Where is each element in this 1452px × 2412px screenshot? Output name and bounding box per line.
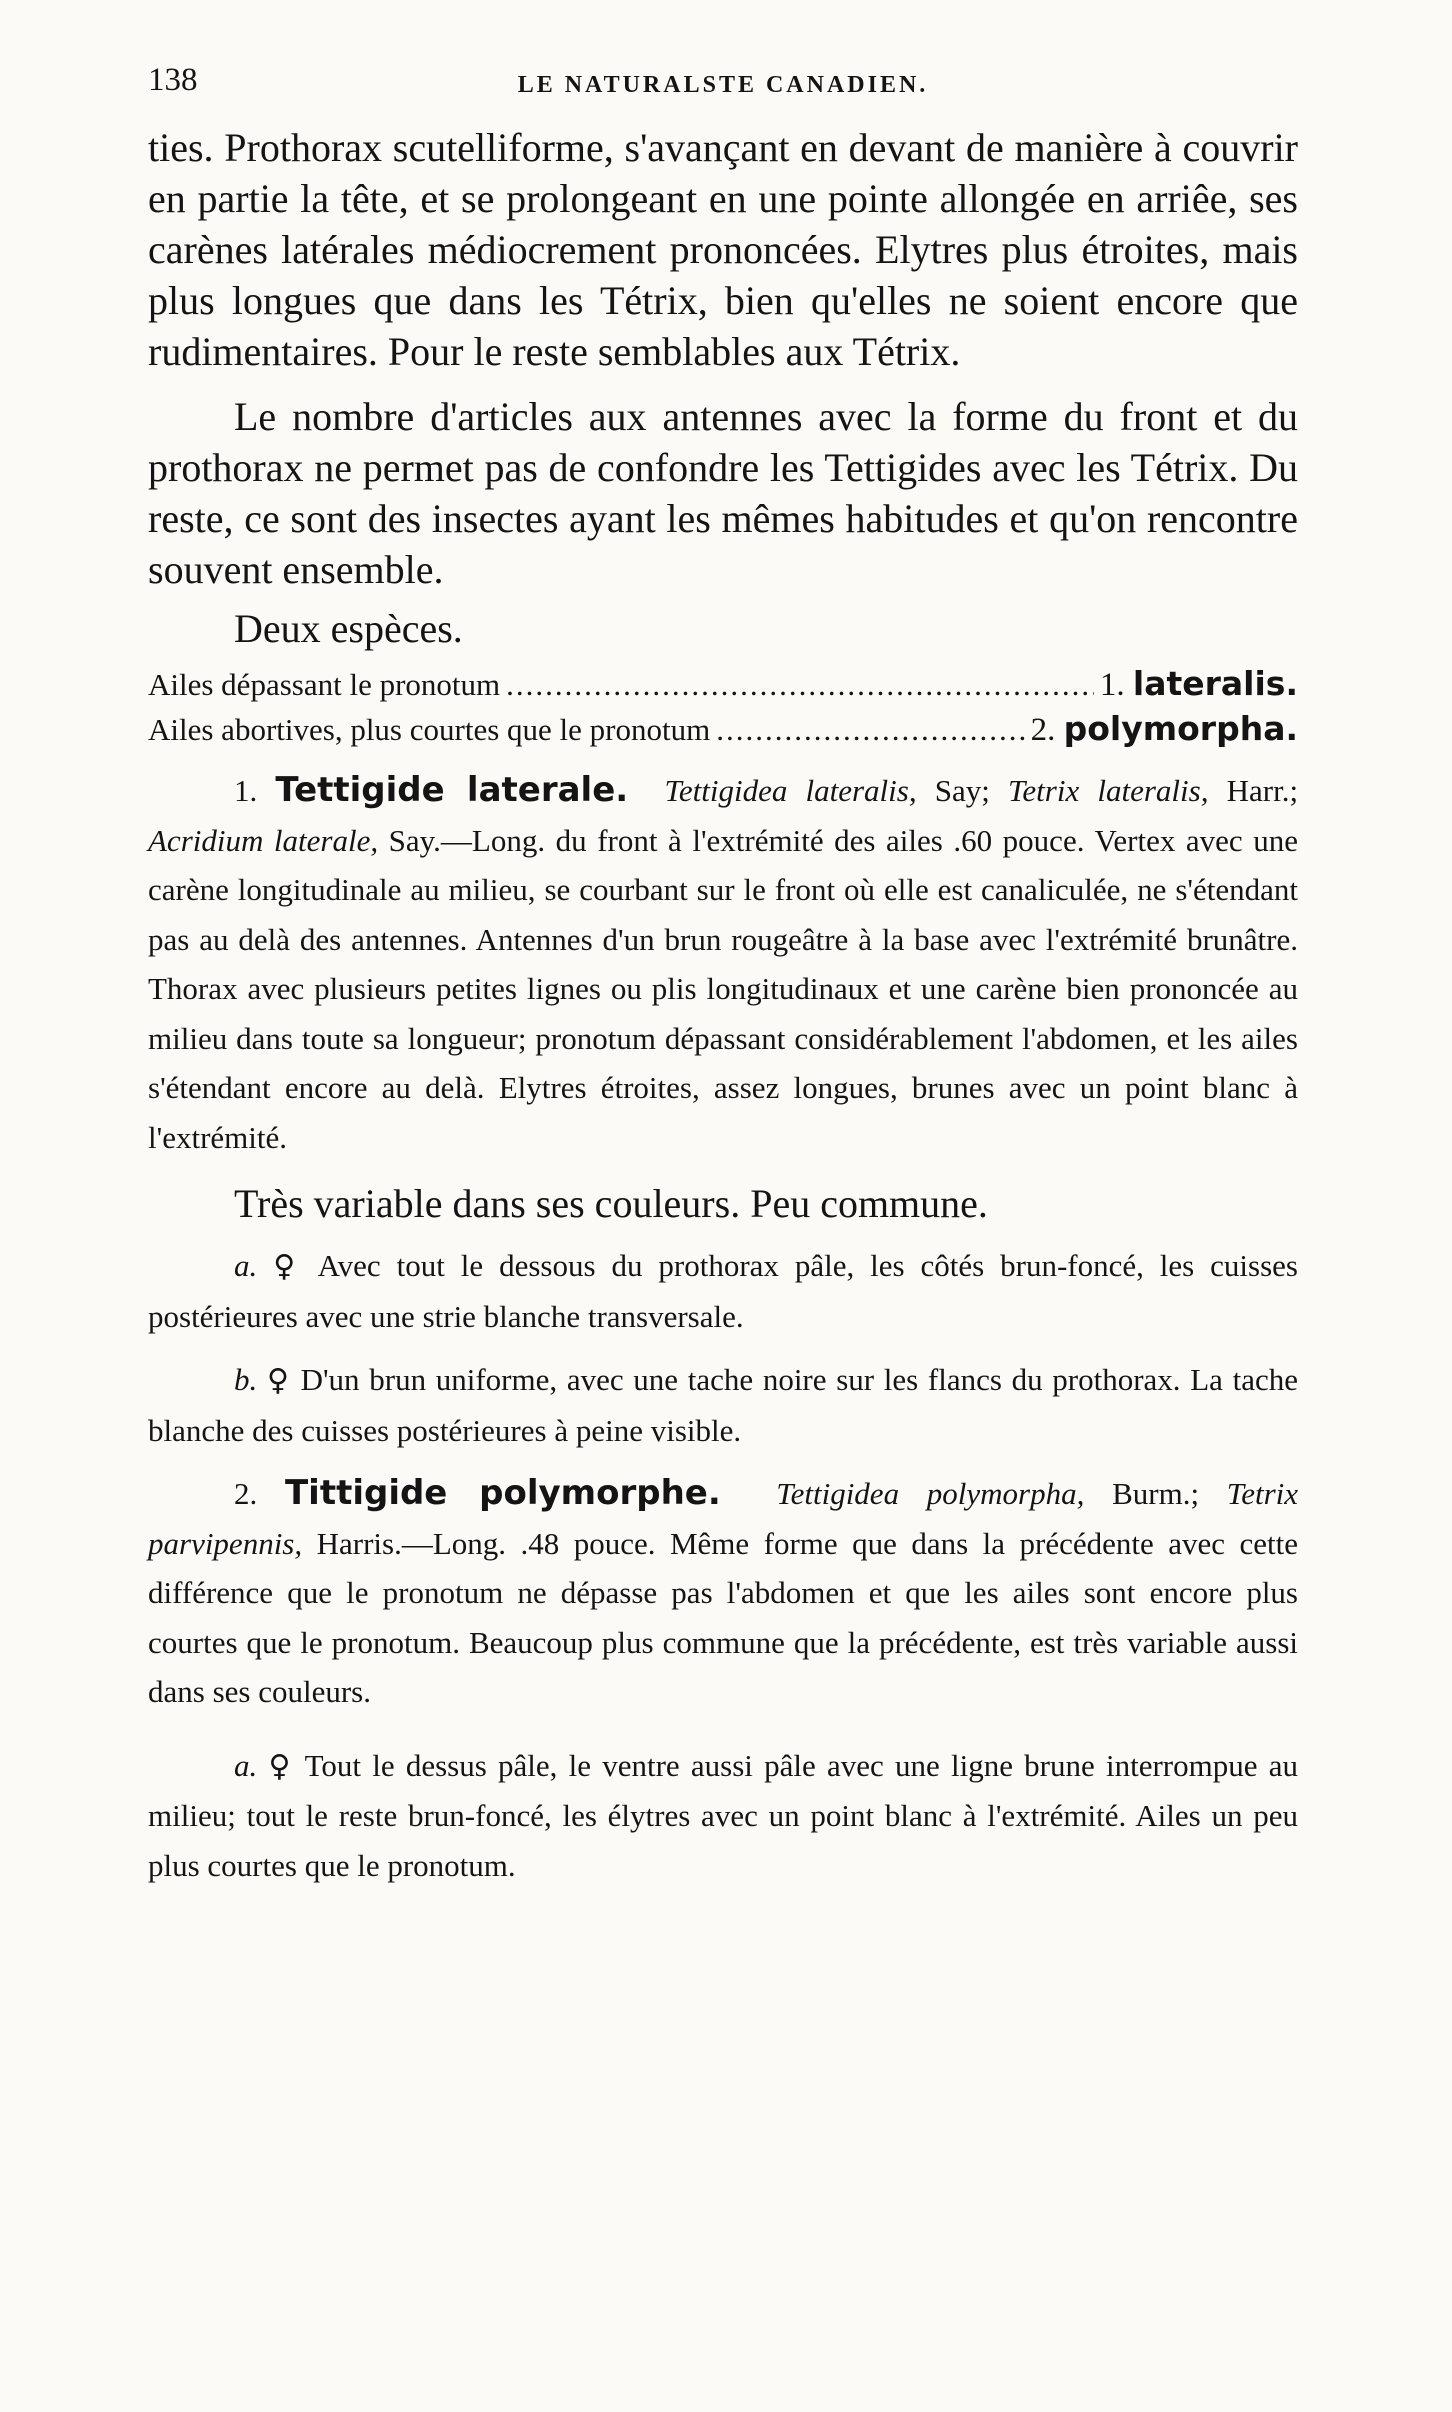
species-2-synonym-1: Tettigidea polymorpha, [776,1476,1085,1511]
key-line-2-leader [716,708,1024,752]
page-number: 138 [148,62,198,98]
species-1-synonym-2-author: Harr.; [1226,773,1299,808]
running-title: LE NATURALSTE CANADIEN. [517,72,929,98]
variety-a-text: Tout le dessus pâle, le ventre aussi pâle avec une ligne brune interrompue au milieu; tout le reste brun-foncé, les élytres avec un point blanc à l'extrémité. Ailes un peu plus courtes que le pronotum. [148,1747,1298,1883]
species-1-synonym-1: Tettigidea lateralis, [664,773,917,808]
paragraph-genus-description: ties. Prothorax scutelliforme, s'avançant en devant de manière à couvrir en partie la tête, et se prolongeant en une pointe allongée en arriêe, ses carènes latérales médiocrement prononcées. Elytres plus étroites, mais plus longues que dans les Tétrix, bien qu'elles ne soient encore que rudimentaires. Pour le reste semblables aux Tétrix. [148,125,1298,374]
species-1-synonym-2: Tetrix lateralis, [1008,773,1209,808]
key-line-1-result [1100,662,1298,707]
species-2-number: 2. [234,1476,258,1511]
species-count-heading: Deux espèces. [234,606,463,651]
key-line-1-number: 1. [1099,667,1125,703]
species-2-name: Tittigide polymorphe. [284,1473,721,1513]
species-1-synonym-1-author: Say; [934,773,990,808]
species-2-synonym-2: Tetrix parvipennis, [148,1476,1298,1561]
variety-a-text: Avec tout le dessous du prothorax pâle, les côtés brun-foncé, les cuisses postérieures avec une strie blanche transversale. [148,1248,1298,1334]
book-page [148,62,1298,1890]
key-line-1-leader [506,663,1094,707]
species-1-synonym-3: Acridium laterale, [148,822,379,858]
key-line-2-label: Ailes abortives, plus courtes que le pronotum [148,712,711,747]
key-line-1 [148,662,1298,707]
key-line-1-species: lateralis. [1132,664,1298,703]
species-2-description: Harris.—Long. .48 pouce. Même forme que dans la précédente avec cette différence que le pronotum ne dépasse pas l'abdomen et que les ailes sont encore plus courtes que le pronotum. Beaucoup plus commune que la précédente, est très variable aussi dans ses couleurs. [148,1525,1299,1709]
species-1-remark: Très variable dans ses couleurs. Peu commune. [234,1181,988,1226]
species-2-synonym-1-author: Burm.; [1112,1476,1200,1511]
variety-b-text: D'un brun uniforme, avec une tache noire sur les flancs du prothorax. La tache blanche des cuisses postérieures à peine visible. [148,1362,1299,1448]
key-line-2-result [1031,707,1298,752]
key-line-2-species: polymorpha. [1063,709,1298,748]
variety-a-label: a. [234,1248,258,1283]
key-line-1-label: Ailes dépassant le pronotum [148,667,501,702]
paragraph-comparison: Le nombre d'articles aux antennes avec la forme du front et du prothorax ne permet pas de confondre les Tettigides avec les Tétrix. Du reste, ce sont des insectes ayant les mêmes habitudes et qu'on rencontre souvent ensemble. [148,394,1298,592]
key-line-2 [148,707,1298,752]
female-symbol-icon: ♀ [266,1363,291,1398]
key-line-2-number: 2. [1030,712,1056,748]
species-1-number: 1. [234,773,258,808]
female-symbol-icon: ♀ [268,1748,294,1784]
variety-b-label: b. [234,1362,258,1397]
species-1-variety-b [148,1355,1298,1455]
species-2-variety-a [148,1741,1298,1891]
species-1-variety-a [148,1241,1298,1341]
species-1-entry [148,766,1298,1162]
species-1-name: Tettigide laterale. [275,770,629,810]
female-symbol-icon: ♀ [273,1249,304,1284]
page-header [148,62,1298,122]
variety-a-label: a. [234,1747,258,1783]
species-2-entry [148,1469,1298,1717]
species-1-description: Say.—Long. du front à l'extrémité des ailes .60 pouce. Vertex avec une carène longitudinale au milieu, se courbant sur le front où elle est canaliculée, ne s'étendant pas au delà des antennes. Antennes d'un brun rougeâtre à la base avec l'extrémité brunâtre. Thorax avec plusieurs petites lignes ou plis longitudinaux et une carène bien prononcée au milieu dans toute sa longueur; pronotum dépassant considérablement l'abdomen, et les ailes s'étendant encore au delà. Elytres étroites, assez longues, brunes avec un point blanc à l'extrémité. [148,822,1299,1155]
